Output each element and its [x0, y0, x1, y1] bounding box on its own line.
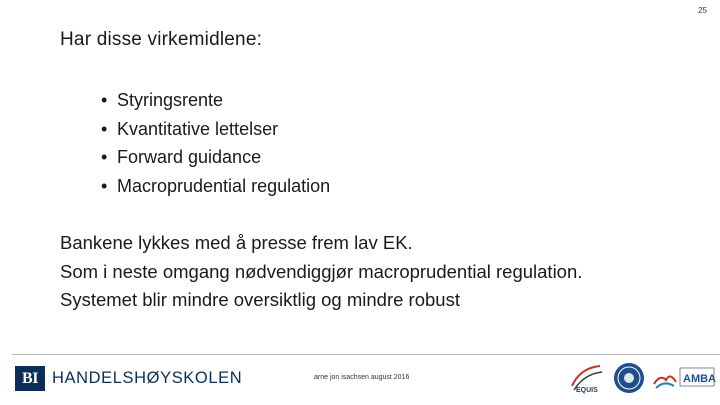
bi-logo-mark: BI: [15, 366, 45, 391]
bi-logo: [15, 366, 242, 391]
body-paragraph: [60, 229, 582, 315]
slide-heading: Har disse virkemidlene:: [60, 29, 263, 50]
paragraph-line: Systemet blir mindre oversiktlig og mindre robust: [60, 289, 460, 310]
amba-label: AMBA: [683, 373, 716, 385]
equis-label: EQUIS: [576, 387, 598, 394]
accreditation-logos: [566, 360, 716, 396]
equis-logo-icon: [566, 360, 606, 396]
school-name: HANDELSHØYSKOLEN: [52, 369, 243, 387]
bullet-item: • Macroprudential regulation: [101, 172, 330, 201]
bullet-dot-icon: •: [101, 90, 108, 110]
bullet-item: • Styringsrente: [101, 86, 330, 115]
bullet-dot-icon: •: [101, 118, 108, 139]
footer-divider: [12, 354, 720, 355]
bullet-dot-icon: •: [101, 147, 108, 167]
footer-credit: arne jon isachsen august 2016: [314, 374, 410, 381]
amba-logo-icon: [650, 360, 716, 396]
bullet-item: • Forward guidance: [101, 143, 330, 172]
paragraph-line: Bankene lykkes med å presse frem lav EK.: [60, 232, 413, 253]
paragraph-line: Som i neste omgang nødvendiggjør macroprudential regulation.: [60, 260, 583, 282]
bullet-item: • Kvantitative lettelser: [101, 115, 330, 144]
aacsb-seal-icon: [612, 361, 646, 395]
page-number: 25: [698, 6, 707, 15]
bullet-dot-icon: •: [101, 175, 108, 196]
bullet-list: [101, 86, 330, 200]
